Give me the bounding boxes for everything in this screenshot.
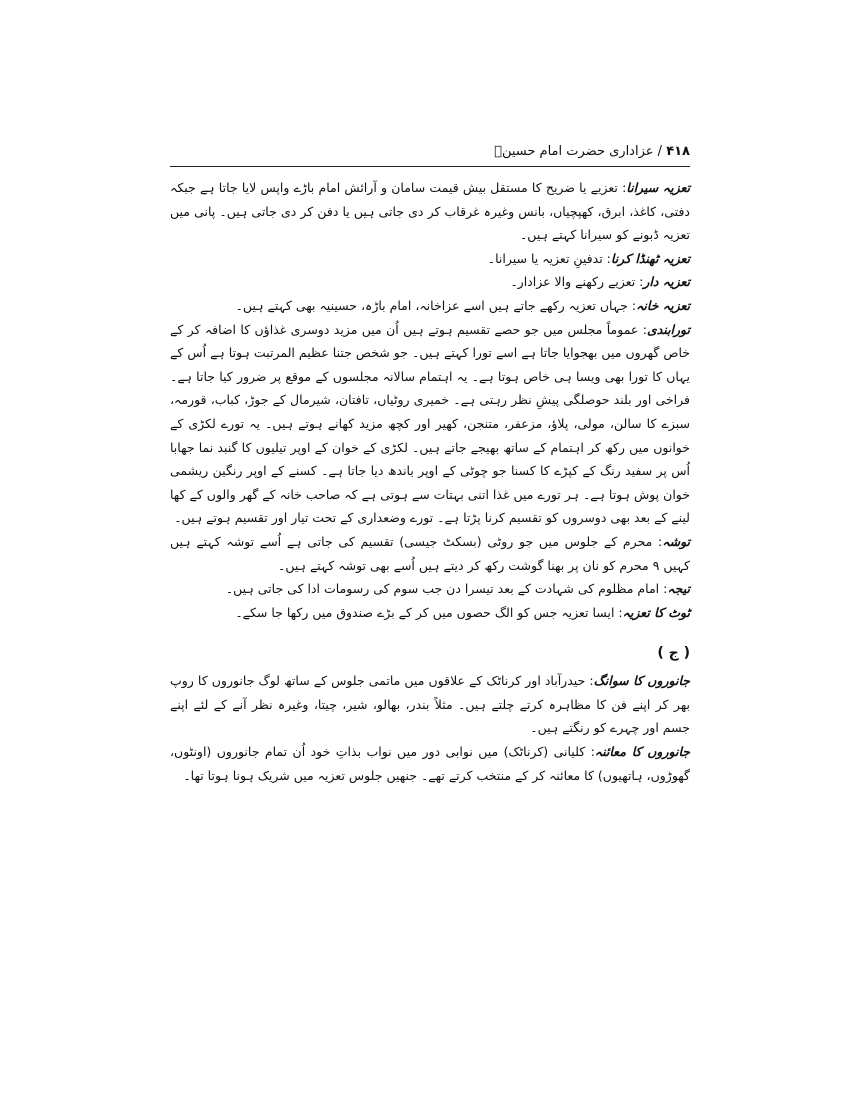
entry-text: : امام مظلوم کی شہادت کے بعد تیسرا دن جب سوم کی رسومات ادا کی جاتی ہیں۔ (225, 581, 668, 597)
page-number: ۴۱۸ (666, 144, 690, 159)
entry-term: تعزیہ دار (643, 274, 690, 290)
entry-text: : جہاں تعزیہ رکھے جاتے ہیں اسے عزاخانہ، امام باڑہ، حسینیہ بھی کہتے ہیں۔ (235, 297, 637, 313)
glossary-entry (170, 577, 690, 601)
entry-term: تیجہ (667, 581, 690, 597)
glossary-entry (170, 530, 690, 577)
entry-text: : محرم کے جلوس میں جو روٹی (بسکٹ جیسی) تقسیم کی جاتی ہے اُسے توشہ کہتے ہیں کہیں ۹ محرم کو نان پر بھنا گوشت رکھ کر دیتے ہیں اُسے بھی توشہ کہتے ہیں۔ (170, 533, 690, 573)
glossary-entry (170, 740, 690, 787)
entry-text: : عموماً مجلس میں جو حصے تقسیم ہوتے ہیں اُن میں مزید دوسری غذاؤں کا اضافہ کر کے خاص گھروں میں بھجوایا جاتا ہے اسے تورا کہتے ہیں۔ جو شخص جتنا عظیم المرتبت ہوتا ہے اُس کے یہاں کا تورا بھی ویسا ہی خاص ہوتا ہے۔ یہ اہتمام سالانہ مجلسوں کے موقع پر ضرور کیا جاتا ہے۔ فراخی اور بلند حوصلگی پیشِ نظر رہتی ہے۔ خمیری روٹیاں، تافتان، شیرمال کے جوڑ، کباب، قورمہ، سبزے کا سالن، مولی، پلاؤ، مزعفر، متنجن، کھیر اور کچھ مزید کھانے ہوتے ہیں۔ یہ تورے لکڑی کے خوانوں میں رکھ کر اہتمام کے ساتھ بھیجے جاتے ہیں۔ لکڑی کے خوان کے اوپر تیلیوں کا گنبد نما جھابا اُس پر سفید رنگ کے کپڑے کا کسنا جو چوٹی کے اوپر باندھ دیا جاتا ہے۔ کسنے کے اوپر رنگین ریشمی خوان پوش ہوتا ہے۔ ہر تورے میں غذا اتنی بہتات سے ہوتی ہے کہ صاحب خانہ کے گھر والوں کے کھا لینے کے بعد بھی دوسروں کو تقسیم کرنا پڑتا ہے۔ تورے وضعداری کے تحت تیار اور تقسیم ہوتے ہیں۔ (170, 321, 690, 526)
glossary-entry (170, 176, 690, 247)
entry-text: : کلیانی (کرناٹک) میں نوابی دور میں نواب بذاتِ خود اُن تمام جانوروں (اونٹوں، گھوڑوں، ہاتھیوں) کا معائنہ کر کے منتخب کرتے تھے۔ جنھیں جلوس تعزیہ میں شریک ہونا ہوتا تھا۔ (170, 744, 690, 783)
glossary-entry (170, 270, 690, 294)
glossary-entry (170, 318, 690, 530)
header-separator: / (657, 144, 663, 159)
glossary-entry (170, 601, 690, 625)
entry-text: : تعزیے یا ضریح کا مستقل بیش قیمت سامان و آرائش امام باڑے واپس لایا جاتا ہے جبکہ دفتی، کاغذ، ابرق، کھپچیاں، بانس وغیرہ غرقاب کر دی جاتی ہیں یا دفن کر دی جاتی ہیں۔ پانی میں تعزیہ ڈبونے کو سیرانا کہتے ہیں۔ (170, 180, 690, 243)
section-heading: ( ج ) (657, 645, 690, 662)
glossary-entry (170, 294, 690, 318)
book-title: عزاداری حضرت امام حسینؑ (494, 144, 654, 159)
glossary-content (170, 176, 690, 787)
glossary-entry (170, 669, 690, 740)
entry-term: تعزیہ سیرانا (626, 180, 690, 195)
running-header (170, 140, 690, 164)
entry-term: ٹوٹ کا تعزیہ (622, 604, 690, 620)
entry-term: جانوروں کا سوانگ (593, 673, 690, 689)
entry-term: توشہ (662, 533, 690, 549)
header-rule (170, 166, 690, 167)
entry-text: : ایسا تعزیہ جس کو الگ حصوں میں کر کے بڑے صندوق میں رکھا جا سکے۔ (235, 604, 623, 620)
glossary-entry (170, 247, 690, 271)
entry-term: تعزیہ ٹھنڈا کرنا (610, 250, 690, 266)
entry-term: تعزیہ خانہ (636, 297, 690, 313)
entry-text: : حیدرآباد اور کرناٹک کے علاقوں میں ماتمی جلوس کے ساتھ لوگ جانوروں کا روپ بھر کر اپنے فن کا مظاہرہ کرتے چلتے ہیں۔ مثلاً بندر، بھالو، شیر، چیتا، وغیرہ نظر آنے کے لئے اپنے جسم اور چہرے کو رنگتے ہیں۔ (170, 673, 690, 736)
entry-text: : تعزیے رکھنے والا عزادار۔ (510, 274, 644, 290)
entry-text: : تدفینِ تعزیہ یا سیرانا۔ (487, 250, 611, 266)
entry-term: تورابندی (646, 321, 690, 337)
entry-term: جانوروں کا معائنہ (594, 744, 690, 760)
document-page (170, 140, 690, 783)
